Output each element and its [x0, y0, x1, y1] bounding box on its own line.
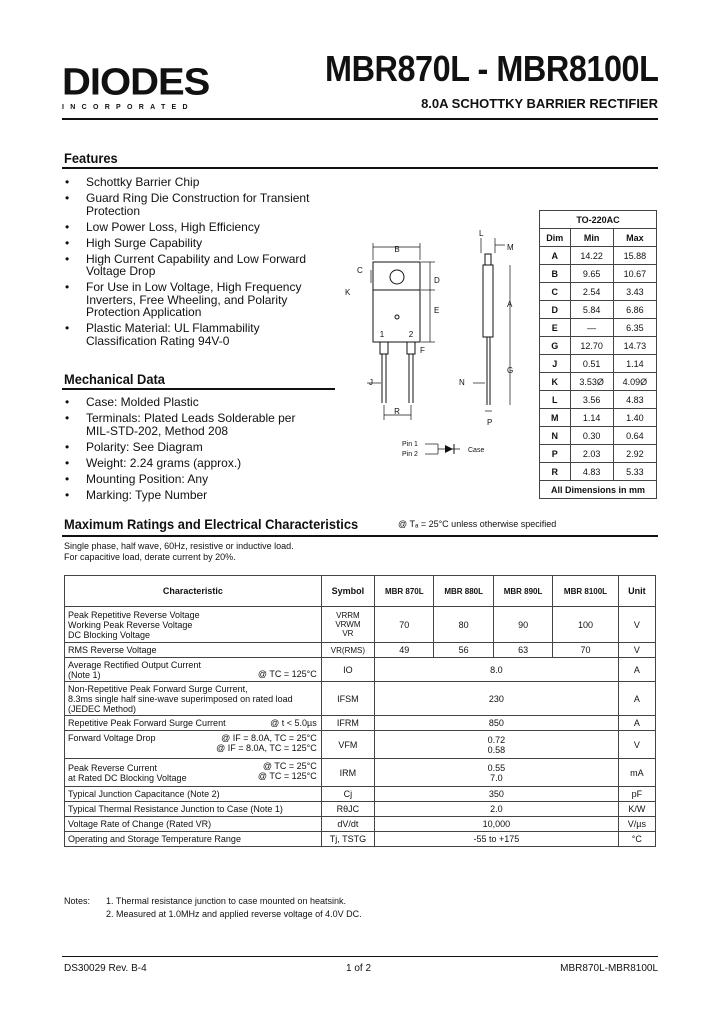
pin2-label: Pin 2 — [402, 451, 418, 458]
dim-label-p: P — [487, 418, 493, 427]
table-row: Typical Thermal Resistance Junction to Case (Note 1) RθJC 2.0 K/W — [65, 802, 656, 817]
table-row: J 0.51 1.14 — [540, 355, 657, 373]
package-table-title: TO-220AC — [540, 211, 657, 229]
table-row: K 3.53Ø 4.09Ø — [540, 373, 657, 391]
dim-label-f: F — [420, 346, 425, 355]
table-row: M 1.14 1.40 — [540, 409, 657, 427]
table-row: Forward Voltage Drop @ IF = 8.0A, TC = 25°C @ IF = 8.0A, TC = 125°C VFM 0.72 0.58 V — [65, 731, 656, 759]
table-row: A 14.22 15.88 — [540, 247, 657, 265]
note-1: 1. Thermal resistance junction to case mounted on heatsink. — [106, 896, 346, 906]
ratings-table — [64, 575, 656, 847]
notes-label: Notes: — [64, 896, 91, 906]
diode-symbol — [445, 445, 453, 453]
ratings-rule — [62, 535, 658, 537]
list-item: • Case: Molded Plastic — [65, 396, 315, 409]
mechanical-list — [65, 396, 315, 505]
features-list — [65, 176, 315, 351]
ratings-condition: @ Tₐ = 25°C unless otherwise specified — [398, 519, 557, 529]
table-row: G 12.70 14.73 — [540, 337, 657, 355]
list-item: • Marking: Type Number — [65, 489, 315, 502]
list-item: • Plastic Material: UL Flammability Classification Rating 94V-0 — [65, 322, 315, 347]
package-dimensions-table — [539, 210, 657, 499]
table-header: MBR 880L — [434, 576, 493, 607]
mechanical-rule — [62, 388, 335, 390]
table-header: Min — [570, 229, 613, 247]
table-header: Dim — [540, 229, 571, 247]
table-header: Unit — [618, 576, 655, 607]
dim-label-r: R — [394, 407, 400, 416]
dim-label-a: A — [507, 300, 513, 309]
table-row: Repetitive Peak Forward Surge Current @ t < 5.0µs IFRM 850 A — [65, 716, 656, 731]
case-label: Case — [468, 447, 485, 454]
ratings-heading: Maximum Ratings and Electrical Characteristics — [64, 516, 359, 532]
table-row: Peak Reverse Current at Rated DC Blocking Voltage @ TC = 25°C @ TC = 125°C IRM 0.55 7.0 mA — [65, 759, 656, 787]
table-row: Non-Repetitive Peak Forward Surge Current, 8.3ms single half sine-wave superimposed on rated load (JEDEC Method) IFSM 230 A — [65, 682, 656, 716]
table-row: RMS Reverse Voltage VR(RMS) 49 56 63 70 V — [65, 643, 656, 658]
dim-label-k: K — [345, 288, 351, 297]
part-title: MBR870L - MBR8100L — [324, 48, 658, 89]
pin-number-1: 1 — [379, 330, 385, 339]
table-row: P 2.03 2.92 — [540, 445, 657, 463]
list-item: • High Current Capability and Low Forward Voltage Drop — [65, 253, 315, 278]
table-row: D 5.84 6.86 — [540, 301, 657, 319]
table-row: N 0.30 0.64 — [540, 427, 657, 445]
dim-label-n: N — [459, 378, 465, 387]
dim-label-e: E — [434, 306, 440, 315]
table-row: Average Rectified Output Current (Note 1) @ TC = 125°C IO 8.0 A — [65, 658, 656, 682]
dim-label-m: M — [507, 243, 514, 252]
dim-label-l: L — [479, 229, 484, 238]
footer-page-number: 1 of 2 — [346, 963, 372, 974]
table-row: E — 6.35 — [540, 319, 657, 337]
footer-rule — [62, 956, 658, 957]
list-item: • Guard Ring Die Construction for Transient Protection — [65, 192, 315, 217]
list-item: • For Use in Low Voltage, High Frequency Inverters, Free Wheeling, and Polarity Protection Application — [65, 281, 315, 319]
list-item: • Polarity: See Diagram — [65, 441, 315, 454]
table-header: Max — [613, 229, 656, 247]
table-row: L 3.56 4.83 — [540, 391, 657, 409]
table-row: Typical Junction Capacitance (Note 2) Cj 350 pF — [65, 787, 656, 802]
dim-label-g: G — [507, 366, 514, 375]
dim-label-j: J — [369, 378, 373, 387]
note-2: 2. Measured at 1.0MHz and applied reverse voltage of 4.0V DC. — [106, 909, 362, 919]
pin1-label: Pin 1 — [402, 441, 418, 448]
ratings-note-2: For capacitive load, derate current by 20%. — [64, 552, 236, 562]
table-row: Peak Repetitive Reverse Voltage Working Peak Reverse Voltage DC Blocking Voltage VRRM VRWM VR 70 80 90 100 V — [65, 607, 656, 643]
table-row: Voltage Rate of Change (Rated VR) dV/dt 10,000 V/µs — [65, 817, 656, 832]
footer-doc-number: DS30029 Rev. B-4 — [64, 963, 147, 974]
list-item: • Terminals: Plated Leads Solderable per MIL-STD-202, Method 208 — [65, 412, 315, 437]
dim-label-c: C — [357, 266, 363, 275]
table-row: C 2.54 3.43 — [540, 283, 657, 301]
dim-label-b: B — [394, 245, 400, 254]
header-rule — [62, 118, 658, 120]
list-item: • Weight: 2.24 grams (approx.) — [65, 457, 315, 470]
table-header: Characteristic — [65, 576, 322, 607]
table-header: MBR 870L — [375, 576, 434, 607]
table-row: Operating and Storage Temperature Range Tj, TSTG -55 to +175 °C — [65, 832, 656, 847]
features-heading: Features — [64, 150, 118, 166]
diodes-logo — [62, 62, 228, 112]
table-header: Symbol — [321, 576, 374, 607]
list-item: • High Surge Capability — [65, 237, 315, 250]
mechanical-heading: Mechanical Data — [64, 371, 165, 387]
logo-subtext: INCORPORATED — [62, 104, 194, 111]
list-item: • Low Power Loss, High Efficiency — [65, 221, 315, 234]
features-rule — [62, 167, 658, 169]
part-subtitle: 8.0A SCHOTTKY BARRIER RECTIFIER — [421, 96, 658, 111]
logo-text: DIODES — [62, 61, 210, 103]
pin-number-2: 2 — [408, 330, 414, 339]
dim-label-d: D — [434, 276, 440, 285]
table-row: B 9.65 10.67 — [540, 265, 657, 283]
package-outline-diagram — [335, 225, 535, 470]
ratings-note-1: Single phase, half wave, 60Hz, resistive or inductive load. — [64, 541, 294, 551]
footer-part-number: MBR870L-MBR8100L — [560, 963, 658, 974]
table-header: MBR 890L — [493, 576, 552, 607]
list-item: • Schottky Barrier Chip — [65, 176, 315, 189]
package-table-footer: All Dimensions in mm — [540, 481, 657, 499]
table-header: MBR 8100L — [553, 576, 618, 607]
list-item: • Mounting Position: Any — [65, 473, 315, 486]
table-row: R 4.83 5.33 — [540, 463, 657, 481]
